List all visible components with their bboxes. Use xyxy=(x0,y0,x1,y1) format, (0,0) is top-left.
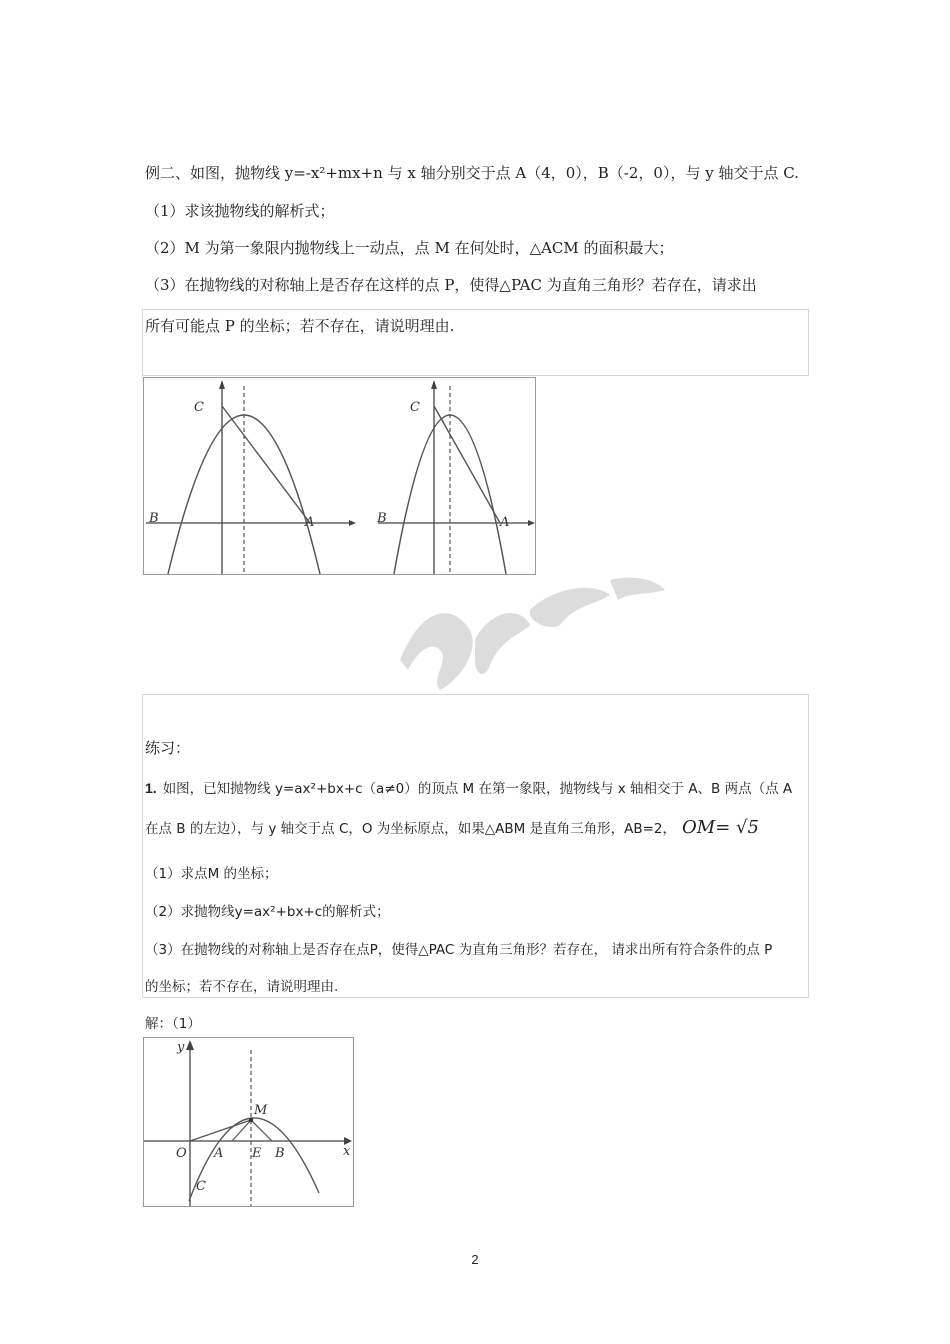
y-axis-arrow-icon xyxy=(431,380,437,389)
label-b: B xyxy=(149,511,159,526)
om-expression: OM= √5 xyxy=(682,817,759,838)
label-x: x xyxy=(343,1144,351,1159)
practice-heading: 练习： xyxy=(145,739,191,757)
segment-ca xyxy=(222,406,310,523)
example-figures-svg xyxy=(144,378,537,576)
label-b: B xyxy=(377,511,387,526)
practice-question-3b: 的坐标；若不存在，请说明理由. xyxy=(145,979,339,995)
example-intro: 例二、如图，抛物线 y=-x²+mx+n 与 x 轴分别交于点 A（4，0），B（-2，0），与 y 轴交于点 C. xyxy=(145,164,799,182)
label-b: B xyxy=(275,1146,285,1161)
practice-question-3a: （3）在抛物线的对称轴上是否存在点P，使得△PAC 为直角三角形？若存在， 请求出所有符合条件的点 P xyxy=(145,942,773,958)
y-axis-arrow-icon xyxy=(219,380,225,389)
x-axis-arrow-icon xyxy=(349,520,356,526)
solution-figure-svg xyxy=(144,1038,355,1208)
x-axis-arrow-icon xyxy=(528,520,535,526)
solution-label: 解：（1） xyxy=(145,1016,201,1032)
label-c: C xyxy=(196,1179,206,1194)
label-e: E xyxy=(252,1146,262,1161)
label-c: C xyxy=(194,400,204,415)
example-figures xyxy=(143,377,536,575)
label-o: O xyxy=(176,1146,187,1161)
point-m xyxy=(249,1118,253,1122)
practice-problem-line2 xyxy=(145,817,759,838)
example-question-2: （2）M 为第一象限内抛物线上一动点，点 M 在何处时，△ACM 的面积最大； xyxy=(145,239,674,257)
practice-problem-text1: 如图，已知抛物线 y=ax²+bx+c（a≠0）的顶点 M 在第一象限，抛物线与 x 轴相交于 A、B 两点（点 A xyxy=(162,781,793,797)
label-c: C xyxy=(410,400,420,415)
label-a: A xyxy=(214,1146,224,1161)
y-axis-arrow-icon xyxy=(186,1040,194,1050)
figure-1 xyxy=(146,380,356,574)
label-m: M xyxy=(254,1103,268,1118)
practice-problem-text2: 在点 B 的左边），与 y 轴交于点 C，O 为坐标原点，如果△ABM 是直角三角形，AB=2， xyxy=(145,821,677,837)
label-y: y xyxy=(177,1040,185,1055)
page-number: 2 xyxy=(471,1252,479,1267)
segment-mb xyxy=(251,1120,272,1141)
practice-question-2: （2）求抛物线y=ax²+bx+c的解析式； xyxy=(145,904,390,920)
example-question-3b: 所有可能点 P 的坐标；若不存在，请说明理由. xyxy=(145,317,455,335)
label-a: A xyxy=(305,515,315,530)
practice-question-1: （1）求点M 的坐标； xyxy=(145,866,278,882)
solution-figure xyxy=(143,1037,354,1207)
segment-ca xyxy=(434,406,500,523)
figure-2 xyxy=(376,380,535,574)
example-question-3a: （3）在抛物线的对称轴上是否存在这样的点 P，使得△PAC 为直角三角形？若存在，请求出 xyxy=(145,276,757,294)
practice-item-number: 1. xyxy=(145,780,157,796)
label-a: A xyxy=(500,515,510,530)
watermark xyxy=(380,570,670,700)
practice-problem-line1 xyxy=(145,777,792,797)
example-question-1: （1）求该抛物线的解析式； xyxy=(145,202,335,220)
